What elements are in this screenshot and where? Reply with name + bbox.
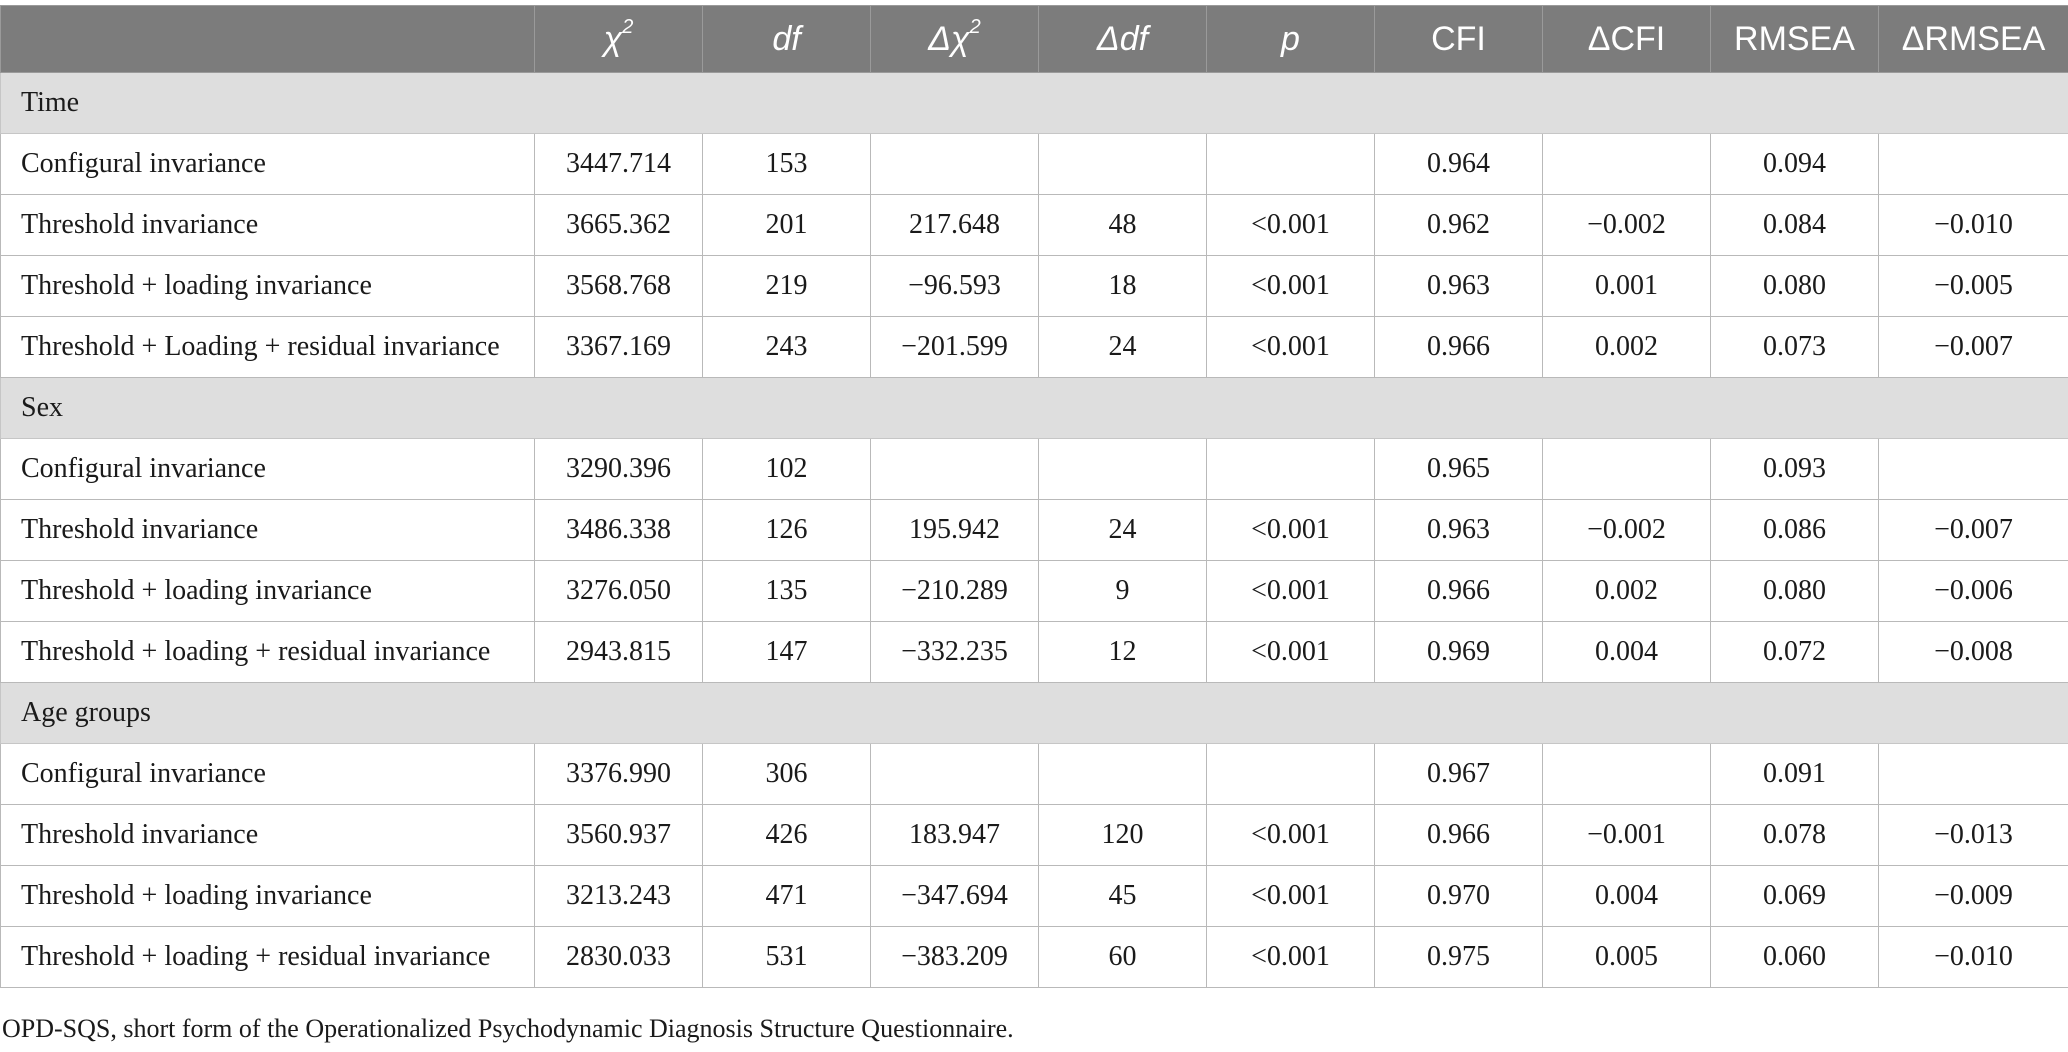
cell-delta-rmsea: −0.007 [1879,317,2068,378]
cell-delta-rmsea [1879,744,2068,805]
cell-cfi: 0.963 [1375,256,1543,317]
table-row [1,134,2068,195]
cell-p [1207,439,1375,500]
cell-delta-df: 18 [1039,256,1207,317]
cell-delta-chi-square [871,134,1039,195]
table-body [1,73,2068,988]
row-label: Threshold + loading invariance [1,866,535,927]
cell-chi-square: 2830.033 [535,927,703,988]
cell-rmsea: 0.080 [1711,256,1879,317]
cell-delta-chi-square: −332.235 [871,622,1039,683]
cell-p: <0.001 [1207,805,1375,866]
cell-chi-square: 3376.990 [535,744,703,805]
cell-df: 147 [703,622,871,683]
cell-delta-rmsea: −0.007 [1879,500,2068,561]
cell-delta-df [1039,744,1207,805]
cell-delta-df [1039,134,1207,195]
header-delta-df: Δdf [1039,6,1207,73]
cell-delta-chi-square: −383.209 [871,927,1039,988]
row-label: Configural invariance [1,134,535,195]
header-cfi: CFI [1375,6,1543,73]
header-p: p [1207,6,1375,73]
cell-delta-cfi: 0.001 [1543,256,1711,317]
table-row [1,195,2068,256]
header-delta-rmsea: ΔRMSEA [1879,6,2068,73]
cell-cfi: 0.966 [1375,561,1543,622]
cell-p: <0.001 [1207,317,1375,378]
cell-delta-df: 12 [1039,622,1207,683]
table-row [1,744,2068,805]
cell-delta-rmsea: −0.010 [1879,927,2068,988]
row-label: Threshold + loading invariance [1,561,535,622]
table-row [1,866,2068,927]
cell-rmsea: 0.093 [1711,439,1879,500]
cell-delta-cfi: −0.002 [1543,500,1711,561]
cell-cfi: 0.970 [1375,866,1543,927]
cell-delta-df [1039,439,1207,500]
group-label: Sex [1,378,2068,439]
cell-rmsea: 0.078 [1711,805,1879,866]
cell-delta-rmsea: −0.013 [1879,805,2068,866]
cell-p: <0.001 [1207,561,1375,622]
group-header-row [1,73,2068,134]
table-row [1,500,2068,561]
table-row [1,805,2068,866]
cell-p [1207,744,1375,805]
row-label: Threshold invariance [1,805,535,866]
table-container [0,5,2068,988]
cell-delta-chi-square: −96.593 [871,256,1039,317]
row-label: Threshold + loading + residual invariance [1,927,535,988]
cell-delta-cfi: 0.002 [1543,317,1711,378]
cell-delta-cfi: 0.005 [1543,927,1711,988]
header-empty-cell [1,6,535,73]
cell-delta-rmsea: −0.009 [1879,866,2068,927]
cell-delta-df: 9 [1039,561,1207,622]
cell-delta-rmsea: −0.010 [1879,195,2068,256]
table-footnote: OPD-SQS, short form of the Operationalized Psychodynamic Diagnosis Structure Questionnaire. [2,1014,1014,1043]
cell-chi-square: 3486.338 [535,500,703,561]
cell-p: <0.001 [1207,500,1375,561]
cell-rmsea: 0.091 [1711,744,1879,805]
header-df: df [703,6,871,73]
cell-delta-rmsea: −0.006 [1879,561,2068,622]
cell-p [1207,134,1375,195]
cell-cfi: 0.965 [1375,439,1543,500]
cell-chi-square: 3367.169 [535,317,703,378]
cell-delta-cfi: 0.004 [1543,622,1711,683]
cell-rmsea: 0.073 [1711,317,1879,378]
cell-delta-chi-square: 183.947 [871,805,1039,866]
cell-cfi: 0.963 [1375,500,1543,561]
cell-delta-df: 60 [1039,927,1207,988]
cell-df: 201 [703,195,871,256]
cell-cfi: 0.962 [1375,195,1543,256]
cell-chi-square: 3213.243 [535,866,703,927]
cell-delta-cfi [1543,134,1711,195]
cell-p: <0.001 [1207,927,1375,988]
cell-df: 135 [703,561,871,622]
cell-chi-square: 2943.815 [535,622,703,683]
group-label: Time [1,73,2068,134]
header-delta-chi-square: $\Delta\chi^2$ [871,6,1039,73]
row-label: Configural invariance [1,744,535,805]
table-row [1,622,2068,683]
header-rmsea: RMSEA [1711,6,1879,73]
cell-df: 243 [703,317,871,378]
cell-delta-chi-square: 195.942 [871,500,1039,561]
cell-cfi: 0.966 [1375,317,1543,378]
invariance-table [0,5,2068,988]
cell-delta-cfi: −0.001 [1543,805,1711,866]
cell-cfi: 0.975 [1375,927,1543,988]
table-row [1,561,2068,622]
cell-cfi: 0.966 [1375,805,1543,866]
cell-df: 219 [703,256,871,317]
header-chi-square: $\chi^2$ [535,6,703,73]
cell-delta-chi-square [871,439,1039,500]
cell-delta-df: 24 [1039,317,1207,378]
cell-chi-square: 3276.050 [535,561,703,622]
cell-delta-chi-square: 217.648 [871,195,1039,256]
group-header-row [1,378,2068,439]
row-label: Threshold + loading + residual invariance [1,622,535,683]
cell-delta-cfi: −0.002 [1543,195,1711,256]
cell-rmsea: 0.080 [1711,561,1879,622]
cell-df: 102 [703,439,871,500]
cell-cfi: 0.967 [1375,744,1543,805]
cell-cfi: 0.964 [1375,134,1543,195]
cell-df: 153 [703,134,871,195]
cell-delta-cfi [1543,744,1711,805]
cell-delta-chi-square: −201.599 [871,317,1039,378]
cell-delta-df: 120 [1039,805,1207,866]
header-row [1,6,2068,73]
cell-delta-chi-square: −210.289 [871,561,1039,622]
cell-chi-square: 3447.714 [535,134,703,195]
cell-delta-rmsea [1879,134,2068,195]
cell-delta-chi-square [871,744,1039,805]
header-delta-cfi: ΔCFI [1543,6,1711,73]
cell-rmsea: 0.069 [1711,866,1879,927]
cell-delta-rmsea: −0.005 [1879,256,2068,317]
cell-delta-df: 45 [1039,866,1207,927]
cell-chi-square: 3290.396 [535,439,703,500]
row-label: Configural invariance [1,439,535,500]
cell-delta-df: 24 [1039,500,1207,561]
cell-df: 531 [703,927,871,988]
group-header-row [1,683,2068,744]
cell-p: <0.001 [1207,195,1375,256]
table-row [1,256,2068,317]
cell-chi-square: 3560.937 [535,805,703,866]
cell-delta-rmsea: −0.008 [1879,622,2068,683]
cell-delta-cfi: 0.002 [1543,561,1711,622]
cell-rmsea: 0.060 [1711,927,1879,988]
table-row [1,927,2068,988]
table-row [1,317,2068,378]
row-label: Threshold invariance [1,195,535,256]
cell-delta-df: 48 [1039,195,1207,256]
cell-rmsea: 0.086 [1711,500,1879,561]
group-label: Age groups [1,683,2068,744]
cell-cfi: 0.969 [1375,622,1543,683]
cell-delta-chi-square: −347.694 [871,866,1039,927]
cell-df: 306 [703,744,871,805]
cell-df: 426 [703,805,871,866]
cell-p: <0.001 [1207,866,1375,927]
table-row [1,439,2068,500]
row-label: Threshold invariance [1,500,535,561]
cell-chi-square: 3665.362 [535,195,703,256]
cell-p: <0.001 [1207,622,1375,683]
cell-rmsea: 0.084 [1711,195,1879,256]
cell-delta-cfi [1543,439,1711,500]
row-label: Threshold + loading invariance [1,256,535,317]
cell-rmsea: 0.094 [1711,134,1879,195]
cell-df: 126 [703,500,871,561]
cell-delta-rmsea [1879,439,2068,500]
cell-chi-square: 3568.768 [535,256,703,317]
cell-p: <0.001 [1207,256,1375,317]
row-label: Threshold + Loading + residual invariance [1,317,535,378]
cell-rmsea: 0.072 [1711,622,1879,683]
cell-delta-cfi: 0.004 [1543,866,1711,927]
cell-df: 471 [703,866,871,927]
